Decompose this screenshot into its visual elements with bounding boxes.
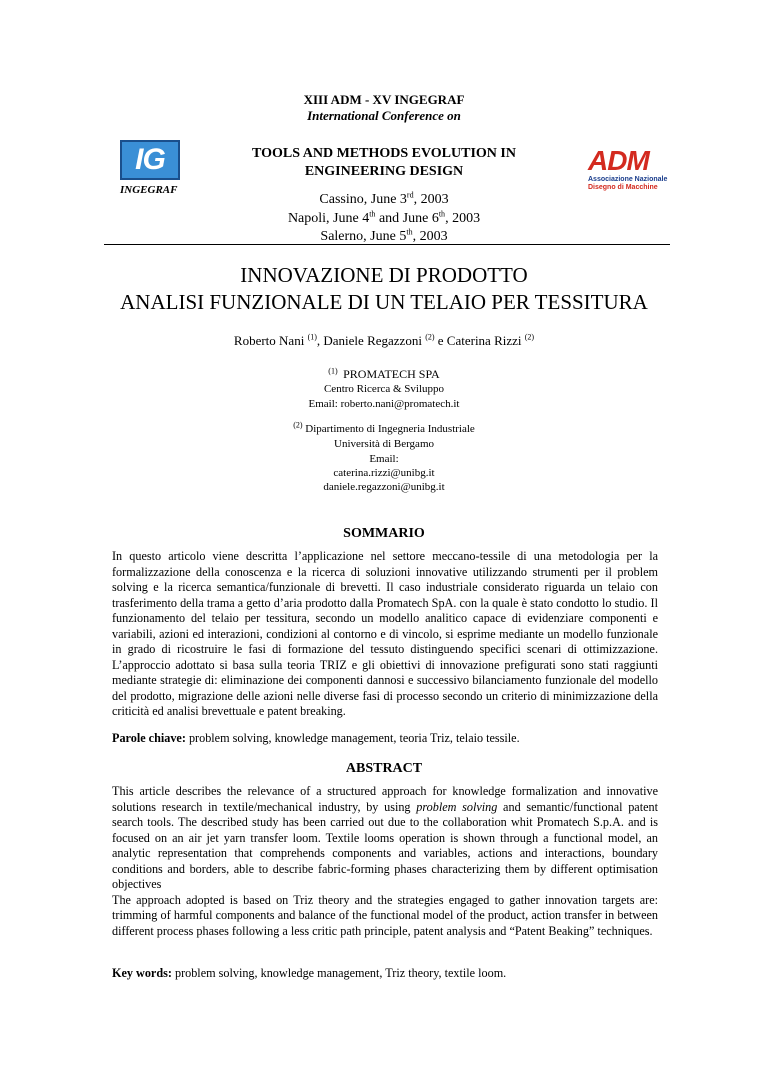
abstract-keywords: Key words: problem solving, knowledge management, Triz theory, textile loom.	[112, 966, 507, 980]
affiliation2-email-label: Email:	[369, 453, 399, 465]
affiliation1-name: $^{(1)}$ PROMATECH SPA	[328, 366, 440, 381]
adm-logo	[588, 146, 698, 196]
affiliation2-name: $^{(2)}$ Dipartimento di Ingegneria Industriale	[293, 420, 475, 435]
sommario-text: In questo articolo viene descritta l’applicazione nel settore meccano-tessile di una metodologia per la formalizzazione della conoscenza e la ricerca di soluzioni innovative utilizzando strumenti per il problem solving e la ricerca semantica/funzionale di brevetti. Il caso industriale considerato riguarda un telaio con trasferimento della trama a getto d’aria prodotto dalla Promatech SpA. con la quale è stato condotto lo studio. Il funzionamento del telaio per tessitura, secondo un modello analitico capace di evidenziare componenti e variabili, azioni ed interazioni, condizioni al contorno e di vincolo, si esprime mediante un modello funzionale in grado di ricostruire le fasi di formazione del tessuto distinguendo specifici scenari di ottimizzazione. L’approccio adottato si basa sulla teoria TRIZ e gli obiettivi di innovazione prefigurati sono stati raggiunti mediante strategie di: eliminazione dei componenti dannosi e successivo bilanciamento funzionale del modello del prodotto, migrazione delle azioni nelle diverse fasi di processo secondo un criterio di minimizzazione della criticità ed analisi brevettuale e patent breaking.	[112, 549, 658, 718]
sommario-heading: SOMMARIO	[343, 526, 425, 541]
location-napoli: Napoli, June 4th and June 6th, 2003	[287, 209, 481, 226]
ingegraf-logo-name: INGEGRAF	[120, 184, 178, 196]
sommario-keywords: Parole chiave: problem solving, knowledge management, teoria Triz, telaio tessile.	[112, 731, 520, 745]
paper-title-line2: ANALISI FUNZIONALE DI UN TELAIO PER TESSITURA	[120, 290, 648, 314]
ingegraf-logo	[120, 140, 190, 202]
abstract-heading: ABSTRACT	[345, 761, 423, 776]
authors: Roberto Nani $^{(1)}$, Daniele Regazzoni $^{(2)}$ e Caterina Rizzi $^{(2)}$	[233, 332, 535, 348]
conference-theme-line1: TOOLS AND METHODS EVOLUTION IN	[252, 146, 516, 161]
location-salerno: Salerno, June 5th, 2003	[320, 227, 448, 244]
affiliation2-email2: daniele.regazzoni@unibg.it	[323, 481, 445, 493]
location-cassino: Cassino, June 3rd, 2003	[319, 190, 449, 207]
abstract-text: This article describes the relevance of a structured approach for knowledge formalization and innovative solutions research in textile/mechanical industry, by using problem solving and semantic/functional patent search tools. The described study has been carried out due to the collaboration whit Promatech S.p.A. and is focused on an air jet yarn transfer loom. Textile looms operation is shown through a functional model, an analytic representation that comprehends components and variables, actions and interactions, boundary conditions and borders, able to describe fabric-forming phases characterizing them by different optimisation objectives The approach adopted is based on Triz theory and the strategies engaged to gather innovation targets are: trimming of harmful components and balance of the functional model of the product, action transfer in between different process phases following a less critic path principle, patent analysis and “Patent Beaking” techniques.	[112, 784, 658, 938]
ingegraf-logo-letters: IG	[135, 143, 165, 176]
header-divider	[104, 244, 670, 245]
affiliation2-email1: caterina.rizzi@unibg.it	[333, 467, 435, 479]
affiliation1-dept: Centro Ricerca & Sviluppo	[323, 383, 445, 395]
conference-name: XIII ADM - XV INGEGRAF	[303, 92, 465, 107]
adm-logo-letters: ADM	[588, 145, 649, 176]
affiliation2-univ: Università di Bergamo	[334, 438, 434, 450]
conference-theme-line2: ENGINEERING DESIGN	[304, 164, 464, 179]
paper-title-line1: INNOVAZIONE DI PRODOTTO	[240, 263, 528, 287]
conference-subtitle: International Conference on	[307, 108, 461, 123]
adm-logo-subtitle-1: Associazione Nazionale	[588, 176, 668, 183]
adm-logo-subtitle-2: Disegno di Macchine	[588, 184, 658, 191]
affiliation1-email: Email: roberto.nani@promatech.it	[308, 398, 460, 410]
